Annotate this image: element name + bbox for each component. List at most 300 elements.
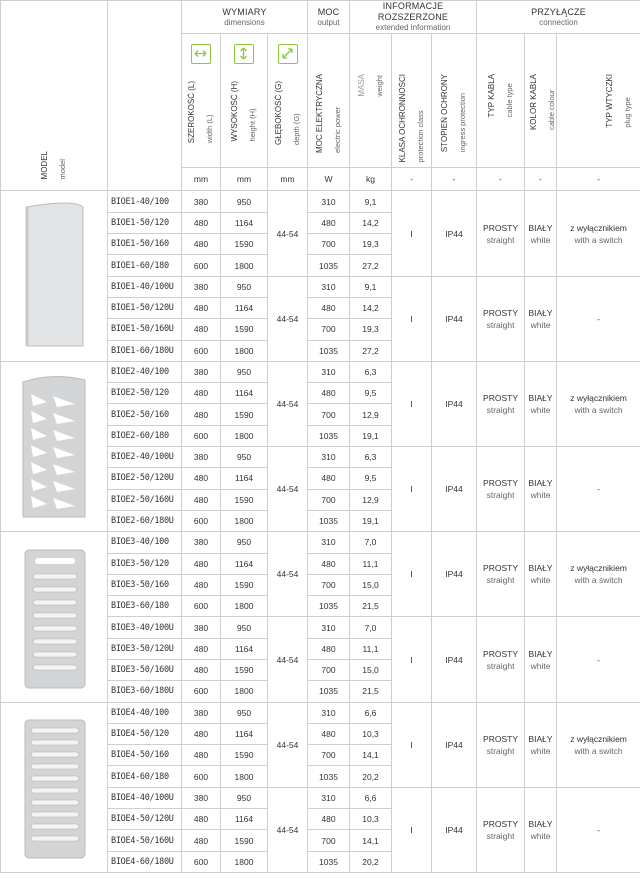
height-value: 1164 bbox=[221, 212, 268, 233]
protection-class-value: I bbox=[392, 787, 432, 872]
cable-colour-cell bbox=[525, 702, 557, 787]
cable-type-en: straight bbox=[486, 234, 515, 245]
ingress-protection-value: IP44 bbox=[432, 532, 477, 617]
plug-type-pl: - bbox=[597, 484, 600, 495]
model-code: BIOE1-40/100 bbox=[108, 191, 182, 212]
power-value: 310 bbox=[308, 447, 350, 468]
model-code: BIOE1-50/160 bbox=[108, 234, 182, 255]
height-label-pl: WYSOKOŚĆ (H) bbox=[230, 81, 239, 142]
plug-type-cell bbox=[557, 532, 640, 617]
cable-colour-en: white bbox=[530, 745, 551, 756]
mass-value: 12,9 bbox=[350, 404, 392, 425]
model-code: BIOE3-40/100U bbox=[108, 617, 182, 638]
cable-type-en: straight bbox=[486, 490, 515, 501]
plug-type-pl: z wyłącznikiem bbox=[570, 733, 627, 744]
power-value: 480 bbox=[308, 212, 350, 233]
height-value: 950 bbox=[221, 361, 268, 382]
cable-colour-cell bbox=[525, 191, 557, 276]
connection-header-en: connection bbox=[539, 17, 578, 27]
width-value: 600 bbox=[182, 340, 221, 361]
plug-label-pl: TYP WTYCZKI bbox=[604, 74, 614, 128]
depth-label-en: depth (G) bbox=[291, 113, 301, 146]
cable-colour-cell bbox=[525, 532, 557, 617]
vertical-arrows-icon bbox=[234, 44, 254, 64]
extended-info-header bbox=[350, 1, 477, 34]
depth-value: 44-54 bbox=[268, 702, 308, 787]
width-value: 380 bbox=[182, 276, 221, 297]
model-code: BIOE2-50/120U bbox=[108, 468, 182, 489]
cable-type-cell bbox=[477, 787, 525, 872]
depth-value: 44-54 bbox=[268, 787, 308, 872]
radiator-image-bioe1 bbox=[1, 191, 108, 361]
mass-value: 6,6 bbox=[350, 787, 392, 808]
height-value: 1590 bbox=[221, 234, 268, 255]
model-code: BIOE2-50/160U bbox=[108, 489, 182, 510]
mass-value: 20,2 bbox=[350, 851, 392, 872]
connection-header-pl: PRZYŁĄCZE bbox=[531, 6, 586, 17]
plug-type-pl: z wyłącznikiem bbox=[570, 392, 627, 403]
plug-type-pl: - bbox=[597, 824, 600, 835]
model-code: BIOE4-50/160U bbox=[108, 830, 182, 851]
power-value: 480 bbox=[308, 468, 350, 489]
mass-label-en: weight bbox=[374, 74, 384, 97]
plug-col-header bbox=[557, 34, 640, 168]
height-value: 1164 bbox=[221, 468, 268, 489]
cable-colour-pl: BIAŁY bbox=[528, 648, 553, 659]
mass-value: 14,2 bbox=[350, 297, 392, 318]
cable-colour-en: white bbox=[530, 404, 551, 415]
unit-cell: - bbox=[432, 168, 477, 191]
class-col-header bbox=[392, 34, 432, 168]
diagonal-arrows-icon bbox=[278, 44, 298, 64]
power-value: 1035 bbox=[308, 596, 350, 617]
width-value: 480 bbox=[182, 574, 221, 595]
model-code: BIOE1-50/120 bbox=[108, 212, 182, 233]
cable-colour-cell bbox=[525, 361, 557, 446]
model-code: BIOE3-60/180U bbox=[108, 681, 182, 702]
model-code: BIOE4-50/120 bbox=[108, 723, 182, 744]
protection-class-value: I bbox=[392, 702, 432, 787]
cable-type-cell bbox=[477, 532, 525, 617]
cable-type-cell bbox=[477, 276, 525, 361]
power-value: 310 bbox=[308, 617, 350, 638]
cable-colour-en: white bbox=[530, 575, 551, 586]
model-code: BIOE3-50/120 bbox=[108, 553, 182, 574]
mass-value: 19,1 bbox=[350, 425, 392, 446]
mass-value: 12,9 bbox=[350, 489, 392, 510]
unit-cell: mm bbox=[268, 168, 308, 191]
width-value: 480 bbox=[182, 660, 221, 681]
width-label-en: width (L) bbox=[205, 114, 214, 144]
power-value: 700 bbox=[308, 574, 350, 595]
model-code: BIOE2-50/120 bbox=[108, 383, 182, 404]
width-value: 600 bbox=[182, 681, 221, 702]
cable-colour-cell bbox=[525, 447, 557, 532]
width-value: 480 bbox=[182, 830, 221, 851]
cablecolour-label-en: cable colour bbox=[547, 89, 557, 131]
unit-cell: kg bbox=[350, 168, 392, 191]
ingress-protection-value: IP44 bbox=[432, 447, 477, 532]
protection-class-value: I bbox=[392, 361, 432, 446]
height-value: 1800 bbox=[221, 766, 268, 787]
mass-value: 11,1 bbox=[350, 553, 392, 574]
cable-type-en: straight bbox=[486, 660, 515, 671]
width-value: 380 bbox=[182, 617, 221, 638]
mass-value: 15,0 bbox=[350, 660, 392, 681]
width-value: 600 bbox=[182, 425, 221, 446]
width-value: 380 bbox=[182, 361, 221, 382]
mass-value: 14,1 bbox=[350, 745, 392, 766]
depth-value: 44-54 bbox=[268, 447, 308, 532]
height-value: 950 bbox=[221, 532, 268, 553]
height-value: 1164 bbox=[221, 638, 268, 659]
height-value: 950 bbox=[221, 617, 268, 638]
height-value: 1164 bbox=[221, 723, 268, 744]
power-value: 700 bbox=[308, 234, 350, 255]
height-value: 950 bbox=[221, 276, 268, 297]
plug-type-en: with a switch bbox=[574, 234, 623, 245]
model-code: BIOE2-60/180 bbox=[108, 425, 182, 446]
plug-type-pl: - bbox=[597, 654, 600, 665]
height-value: 1800 bbox=[221, 596, 268, 617]
cable-type-en: straight bbox=[486, 745, 515, 756]
height-value: 1590 bbox=[221, 319, 268, 340]
class-label-pl: KLASA OCHRONNOŚCI bbox=[397, 74, 407, 163]
cable-colour-en: white bbox=[530, 319, 551, 330]
cable-colour-pl: BIAŁY bbox=[528, 392, 553, 403]
width-col-header bbox=[182, 34, 221, 168]
horizontal-arrows-icon bbox=[191, 44, 211, 64]
ingress-protection-value: IP44 bbox=[432, 702, 477, 787]
cable-type-pl: PROSTY bbox=[483, 392, 518, 403]
cable-type-cell bbox=[477, 617, 525, 702]
plug-type-cell bbox=[557, 191, 640, 276]
depth-col-header bbox=[268, 34, 308, 168]
width-value: 380 bbox=[182, 191, 221, 212]
model-code: BIOE4-50/160 bbox=[108, 745, 182, 766]
height-col-header bbox=[221, 34, 268, 168]
model-code: BIOE1-50/120U bbox=[108, 297, 182, 318]
width-value: 480 bbox=[182, 383, 221, 404]
width-value: 600 bbox=[182, 510, 221, 531]
cable-colour-en: white bbox=[530, 490, 551, 501]
unit-cell: - bbox=[477, 168, 525, 191]
height-value: 950 bbox=[221, 191, 268, 212]
power-col-header bbox=[308, 34, 350, 168]
cablecolour-label-pl: KOLOR KABLA bbox=[529, 74, 539, 131]
height-value: 1164 bbox=[221, 297, 268, 318]
height-value: 1590 bbox=[221, 830, 268, 851]
unit-cell: - bbox=[392, 168, 432, 191]
model-name-spacer bbox=[108, 1, 182, 191]
power-value: 1035 bbox=[308, 681, 350, 702]
width-value: 380 bbox=[182, 702, 221, 723]
power-value: 700 bbox=[308, 660, 350, 681]
model-code: BIOE1-60/180 bbox=[108, 255, 182, 276]
protection-class-value: I bbox=[392, 447, 432, 532]
mass-value: 7,0 bbox=[350, 532, 392, 553]
model-header bbox=[1, 1, 108, 191]
height-value: 1590 bbox=[221, 745, 268, 766]
cable-colour-pl: BIAŁY bbox=[528, 307, 553, 318]
power-value: 700 bbox=[308, 745, 350, 766]
unit-cell: mm bbox=[182, 168, 221, 191]
width-value: 600 bbox=[182, 255, 221, 276]
width-value: 480 bbox=[182, 212, 221, 233]
power-value: 700 bbox=[308, 404, 350, 425]
ingress-protection-value: IP44 bbox=[432, 617, 477, 702]
height-value: 1590 bbox=[221, 404, 268, 425]
cable-colour-en: white bbox=[530, 830, 551, 841]
power-value: 310 bbox=[308, 276, 350, 297]
mass-value: 15,0 bbox=[350, 574, 392, 595]
mass-value: 14,1 bbox=[350, 830, 392, 851]
power-label-pl: MOC ELEKTRYCZNA bbox=[314, 74, 324, 153]
height-value: 1590 bbox=[221, 489, 268, 510]
power-value: 480 bbox=[308, 723, 350, 744]
cable-type-pl: PROSTY bbox=[483, 222, 518, 233]
model-code: BIOE1-60/180U bbox=[108, 340, 182, 361]
unit-cell: mm bbox=[221, 168, 268, 191]
model-code: BIOE4-60/180 bbox=[108, 766, 182, 787]
dimensions-header bbox=[182, 1, 308, 34]
width-value: 600 bbox=[182, 851, 221, 872]
width-value: 480 bbox=[182, 404, 221, 425]
plug-type-en: with a switch bbox=[574, 404, 623, 415]
height-value: 950 bbox=[221, 702, 268, 723]
height-value: 950 bbox=[221, 447, 268, 468]
ingress-col-header bbox=[432, 34, 477, 168]
model-code: BIOE3-50/120U bbox=[108, 638, 182, 659]
width-value: 380 bbox=[182, 787, 221, 808]
output-header-pl: MOC bbox=[317, 6, 340, 17]
plug-type-cell bbox=[557, 276, 640, 361]
width-value: 480 bbox=[182, 638, 221, 659]
power-value: 480 bbox=[308, 553, 350, 574]
plug-type-pl: z wyłącznikiem bbox=[570, 563, 627, 574]
unit-cell: - bbox=[525, 168, 557, 191]
power-value: 1035 bbox=[308, 255, 350, 276]
radiator-image-bioe2 bbox=[1, 361, 108, 531]
cable-colour-pl: BIAŁY bbox=[528, 818, 553, 829]
table-row bbox=[1, 191, 640, 212]
ingress-protection-value: IP44 bbox=[432, 361, 477, 446]
plug-type-cell bbox=[557, 702, 640, 787]
ingress-protection-value: IP44 bbox=[432, 787, 477, 872]
height-value: 1800 bbox=[221, 425, 268, 446]
power-value: 310 bbox=[308, 787, 350, 808]
mass-value: 10,3 bbox=[350, 809, 392, 830]
height-label-en: height (H) bbox=[248, 108, 257, 142]
cable-type-en: straight bbox=[486, 575, 515, 586]
model-code: BIOE1-50/160U bbox=[108, 319, 182, 340]
dimensions-header-pl: WYMIARY bbox=[222, 6, 267, 17]
mass-value: 6,3 bbox=[350, 361, 392, 382]
model-code: BIOE2-40/100U bbox=[108, 447, 182, 468]
cable-colour-pl: BIAŁY bbox=[528, 733, 553, 744]
width-label-pl: SZEROKOŚĆ (L) bbox=[187, 81, 196, 144]
mass-value: 14,2 bbox=[350, 212, 392, 233]
extended-info-header-pl: INFORMACJE ROZSZERZONE bbox=[377, 1, 449, 22]
power-value: 1035 bbox=[308, 425, 350, 446]
power-value: 310 bbox=[308, 532, 350, 553]
mass-value: 27,2 bbox=[350, 255, 392, 276]
mass-value: 21,5 bbox=[350, 681, 392, 702]
power-value: 480 bbox=[308, 638, 350, 659]
mass-label-pl: MASA bbox=[356, 74, 366, 97]
model-header-en: model bbox=[58, 159, 67, 180]
table-row bbox=[1, 702, 640, 723]
height-value: 1164 bbox=[221, 383, 268, 404]
cable-colour-pl: BIAŁY bbox=[528, 478, 553, 489]
cable-type-en: straight bbox=[486, 830, 515, 841]
depth-value: 44-54 bbox=[268, 276, 308, 361]
cabletype-label-en: cable type bbox=[504, 83, 514, 118]
power-label-en: electric power bbox=[332, 106, 342, 153]
power-value: 1035 bbox=[308, 851, 350, 872]
cable-colour-pl: BIAŁY bbox=[528, 222, 553, 233]
power-value: 700 bbox=[308, 319, 350, 340]
power-value: 1035 bbox=[308, 510, 350, 531]
radiator-image-bioe4 bbox=[1, 702, 108, 872]
height-value: 1164 bbox=[221, 809, 268, 830]
mass-value: 9,5 bbox=[350, 383, 392, 404]
ingress-protection-value: IP44 bbox=[432, 191, 477, 276]
cable-type-pl: PROSTY bbox=[483, 818, 518, 829]
mass-value: 20,2 bbox=[350, 766, 392, 787]
width-value: 480 bbox=[182, 553, 221, 574]
power-value: 310 bbox=[308, 361, 350, 382]
depth-value: 44-54 bbox=[268, 532, 308, 617]
dimensions-header-en: dimensions bbox=[224, 17, 265, 27]
mass-value: 19,3 bbox=[350, 319, 392, 340]
height-value: 1800 bbox=[221, 255, 268, 276]
cable-type-cell bbox=[477, 702, 525, 787]
width-value: 380 bbox=[182, 532, 221, 553]
width-value: 480 bbox=[182, 297, 221, 318]
width-value: 480 bbox=[182, 468, 221, 489]
mass-value: 6,6 bbox=[350, 702, 392, 723]
model-code: BIOE4-60/180U bbox=[108, 851, 182, 872]
cablecolour-col-header bbox=[525, 34, 557, 168]
ingress-protection-value: IP44 bbox=[432, 276, 477, 361]
model-code: BIOE4-40/100 bbox=[108, 702, 182, 723]
plug-type-pl: z wyłącznikiem bbox=[570, 222, 627, 233]
cable-type-en: straight bbox=[486, 319, 515, 330]
mass-value: 10,3 bbox=[350, 723, 392, 744]
plug-type-en: with a switch bbox=[574, 745, 623, 756]
mass-value: 27,2 bbox=[350, 340, 392, 361]
ingress-label-pl: STOPIEŃ OCHRONY bbox=[440, 74, 450, 153]
mass-value: 9,1 bbox=[350, 191, 392, 212]
height-value: 1800 bbox=[221, 681, 268, 702]
unit-cell: W bbox=[308, 168, 350, 191]
width-value: 480 bbox=[182, 489, 221, 510]
cabletype-col-header bbox=[477, 34, 525, 168]
height-value: 1800 bbox=[221, 340, 268, 361]
mass-value: 7,0 bbox=[350, 617, 392, 638]
power-value: 480 bbox=[308, 809, 350, 830]
model-code: BIOE3-40/100 bbox=[108, 532, 182, 553]
cable-colour-en: white bbox=[530, 660, 551, 671]
power-value: 310 bbox=[308, 702, 350, 723]
cable-colour-pl: BIAŁY bbox=[528, 563, 553, 574]
depth-value: 44-54 bbox=[268, 361, 308, 446]
power-value: 480 bbox=[308, 383, 350, 404]
plug-type-cell bbox=[557, 617, 640, 702]
height-value: 1800 bbox=[221, 510, 268, 531]
class-label-en: protection class bbox=[415, 110, 425, 163]
extended-info-header-en: extended information bbox=[375, 23, 451, 32]
height-value: 950 bbox=[221, 787, 268, 808]
height-value: 1800 bbox=[221, 851, 268, 872]
cable-type-en: straight bbox=[486, 404, 515, 415]
model-code: BIOE4-40/100U bbox=[108, 787, 182, 808]
width-value: 480 bbox=[182, 723, 221, 744]
cable-type-cell bbox=[477, 447, 525, 532]
mass-value: 19,3 bbox=[350, 234, 392, 255]
cable-colour-cell bbox=[525, 617, 557, 702]
power-value: 1035 bbox=[308, 340, 350, 361]
plug-type-cell bbox=[557, 447, 640, 532]
ingress-label-en: ingress protection bbox=[458, 92, 468, 153]
power-value: 310 bbox=[308, 191, 350, 212]
protection-class-value: I bbox=[392, 191, 432, 276]
plug-type-cell bbox=[557, 361, 640, 446]
cable-colour-cell bbox=[525, 276, 557, 361]
power-value: 1035 bbox=[308, 766, 350, 787]
height-value: 1164 bbox=[221, 553, 268, 574]
model-header-pl: MODEL bbox=[40, 151, 49, 180]
width-value: 480 bbox=[182, 809, 221, 830]
table-row bbox=[1, 532, 640, 553]
mass-col-header bbox=[350, 34, 392, 168]
model-code: BIOE3-50/160U bbox=[108, 660, 182, 681]
protection-class-value: I bbox=[392, 617, 432, 702]
model-code: BIOE1-40/100U bbox=[108, 276, 182, 297]
output-header-en: output bbox=[317, 17, 340, 27]
power-value: 700 bbox=[308, 489, 350, 510]
plug-type-cell bbox=[557, 787, 640, 872]
model-code: BIOE3-60/180 bbox=[108, 596, 182, 617]
cable-colour-en: white bbox=[530, 234, 551, 245]
plug-type-pl: - bbox=[597, 313, 600, 324]
cable-type-pl: PROSTY bbox=[483, 563, 518, 574]
mass-value: 21,5 bbox=[350, 596, 392, 617]
protection-class-value: I bbox=[392, 276, 432, 361]
model-code: BIOE2-50/160 bbox=[108, 404, 182, 425]
protection-class-value: I bbox=[392, 532, 432, 617]
mass-value: 6,3 bbox=[350, 447, 392, 468]
cabletype-label-pl: TYP KABLA bbox=[486, 74, 496, 118]
mass-value: 11,1 bbox=[350, 638, 392, 659]
model-code: BIOE2-40/100 bbox=[108, 361, 182, 382]
width-value: 480 bbox=[182, 745, 221, 766]
table-row bbox=[1, 361, 640, 382]
plug-label-en: plug type bbox=[622, 97, 632, 128]
unit-cell: - bbox=[557, 168, 640, 191]
depth-label-pl: GŁĘBOKOŚĆ (G) bbox=[273, 81, 283, 146]
cable-type-pl: PROSTY bbox=[483, 478, 518, 489]
height-value: 1590 bbox=[221, 574, 268, 595]
cable-type-pl: PROSTY bbox=[483, 307, 518, 318]
width-value: 380 bbox=[182, 447, 221, 468]
height-value: 1590 bbox=[221, 660, 268, 681]
mass-value: 9,1 bbox=[350, 276, 392, 297]
cable-type-cell bbox=[477, 361, 525, 446]
model-code: BIOE3-50/160 bbox=[108, 574, 182, 595]
cable-type-cell bbox=[477, 191, 525, 276]
